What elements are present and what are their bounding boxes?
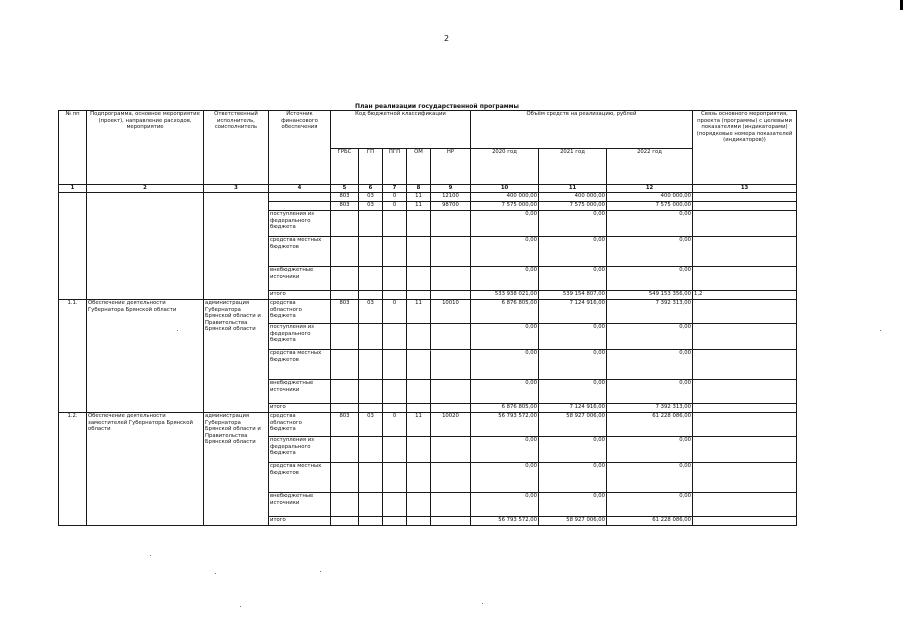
cell-gp (359, 291, 383, 300)
cell-om (407, 291, 431, 300)
continuation-cell-name (87, 193, 204, 300)
cell-pgp (383, 211, 407, 237)
cell-source: итого (269, 517, 331, 526)
column-index: 1 (59, 185, 87, 193)
cell-source (269, 202, 331, 211)
cell-v2020: 56 793 572,00 (471, 517, 539, 526)
cell-v2021: 0,00 (539, 493, 607, 517)
cell-v2022: 7 392 313,00 (607, 404, 693, 413)
cell-nr (431, 267, 471, 291)
cell-source: средства местных бюджетов (269, 237, 331, 267)
cell-v2021: 0,00 (539, 267, 607, 291)
cell-nr: 10020 (431, 413, 471, 437)
cell-nr (431, 463, 471, 493)
cell-link (693, 413, 797, 437)
cell-v2021: 400 000,00 (539, 193, 607, 202)
header-nr: НР (431, 149, 471, 185)
cell-pgp (383, 380, 407, 404)
cell-source: внебюджетные источники (269, 493, 331, 517)
cell-v2022: 0,00 (607, 211, 693, 237)
column-index: 11 (539, 185, 607, 193)
measure-responsible: администрация Губернатора Брянской области и Правительства Брянской области (204, 300, 269, 413)
cell-nr: 98700 (431, 202, 471, 211)
cell-pgp (383, 291, 407, 300)
cell-nr (431, 380, 471, 404)
cell-grbs (331, 517, 359, 526)
cell-v2021: 0,00 (539, 437, 607, 463)
cell-link (693, 267, 797, 291)
cell-v2021: 7 124 916,00 (539, 404, 607, 413)
cell-link (693, 380, 797, 404)
cell-gp (359, 324, 383, 350)
cell-link (693, 350, 797, 380)
cell-om: 11 (407, 413, 431, 437)
cell-pgp: 0 (383, 413, 407, 437)
cell-source: поступления из федерального бюджета (269, 211, 331, 237)
cell-grbs (331, 267, 359, 291)
cell-v2021: 539 154 807,00 (539, 291, 607, 300)
scan-dot (430, 350, 431, 351)
cell-v2021: 0,00 (539, 350, 607, 380)
cell-v2021: 0,00 (539, 324, 607, 350)
cell-v2021: 0,00 (539, 237, 607, 267)
cell-v2022: 0,00 (607, 267, 693, 291)
cell-om: 11 (407, 202, 431, 211)
cell-link: 1,2 (693, 291, 797, 300)
cell-v2020: 0,00 (471, 267, 539, 291)
measure-name: Обеспечение деятельности Губернатора Брянской области (87, 300, 204, 413)
cell-v2020: 56 793 572,00 (471, 413, 539, 437)
cell-pgp (383, 517, 407, 526)
cell-v2022: 0,00 (607, 350, 693, 380)
page-number: 2 (444, 34, 450, 43)
cell-pgp (383, 324, 407, 350)
column-index: 8 (407, 185, 431, 193)
cell-nr (431, 291, 471, 300)
cell-grbs: 803 (331, 202, 359, 211)
cell-v2022: 7 575 000,00 (607, 202, 693, 211)
cell-v2021: 0,00 (539, 380, 607, 404)
scan-dot (880, 330, 881, 331)
cell-link (693, 404, 797, 413)
cell-source: средства местных бюджетов (269, 463, 331, 493)
cell-v2020: 7 575 000,00 (471, 202, 539, 211)
cell-v2022: 0,00 (607, 380, 693, 404)
header-gp: ГП (359, 149, 383, 185)
column-index: 2 (87, 185, 204, 193)
cell-nr: 12100 (431, 193, 471, 202)
cell-pgp (383, 404, 407, 413)
column-index-row (59, 185, 797, 193)
cell-v2021: 0,00 (539, 211, 607, 237)
scan-dot (320, 571, 321, 572)
cell-nr (431, 237, 471, 267)
cell-grbs (331, 380, 359, 404)
cell-gp (359, 267, 383, 291)
cell-link (693, 493, 797, 517)
cell-gp (359, 404, 383, 413)
cell-v2022: 0,00 (607, 237, 693, 267)
scan-dot (215, 573, 216, 574)
cell-om (407, 463, 431, 493)
cell-om: 11 (407, 300, 431, 324)
cell-gp (359, 380, 383, 404)
cell-v2022: 61 228 086,00 (607, 413, 693, 437)
header-year-2021: 2021 год (539, 149, 607, 185)
cell-source: итого (269, 404, 331, 413)
column-index: 10 (471, 185, 539, 193)
scan-dot (240, 606, 241, 607)
cell-source: поступления из федерального бюджета (269, 437, 331, 463)
cell-gp: 03 (359, 202, 383, 211)
cell-v2021: 58 927 006,00 (539, 413, 607, 437)
header-subprogram: Подпрограмма, основное мероприятие (проект), направление расходов, мероприятие (87, 111, 204, 185)
cell-v2020: 6 876 805,00 (471, 300, 539, 324)
cell-v2022: 549 153 356,00 (607, 291, 693, 300)
header-year-2022: 2022 год (607, 149, 693, 185)
cell-nr (431, 437, 471, 463)
cell-v2022: 0,00 (607, 437, 693, 463)
cell-om: 11 (407, 193, 431, 202)
cell-v2020: 0,00 (471, 324, 539, 350)
cell-link (693, 324, 797, 350)
cell-om (407, 437, 431, 463)
cell-nr (431, 350, 471, 380)
measure-number: 1.1. (59, 300, 87, 413)
cell-gp (359, 463, 383, 493)
continuation-cell-resp (204, 193, 269, 300)
cell-v2020: 400 000,00 (471, 193, 539, 202)
cell-v2021: 58 927 006,00 (539, 517, 607, 526)
cell-om (407, 237, 431, 267)
cell-nr (431, 324, 471, 350)
cell-link (693, 211, 797, 237)
cell-v2022: 7 392 313,00 (607, 300, 693, 324)
cell-om (407, 267, 431, 291)
cell-pgp (383, 267, 407, 291)
cell-link (693, 237, 797, 267)
measure-number: 1.2. (59, 413, 87, 526)
cell-v2020: 0,00 (471, 350, 539, 380)
column-index: 4 (269, 185, 331, 193)
cell-grbs (331, 350, 359, 380)
cell-link (693, 300, 797, 324)
cell-source: поступления из федерального бюджета (269, 324, 331, 350)
cell-v2020: 0,00 (471, 437, 539, 463)
cell-nr (431, 211, 471, 237)
table-row (59, 413, 797, 437)
column-index: 7 (383, 185, 407, 193)
cell-gp (359, 437, 383, 463)
scan-dot (482, 603, 483, 604)
cell-v2020: 0,00 (471, 463, 539, 493)
column-index: 5 (331, 185, 359, 193)
cell-v2020: 533 938 021,00 (471, 291, 539, 300)
table-row (59, 300, 797, 324)
cell-v2022: 0,00 (607, 463, 693, 493)
cell-v2022: 400 000,00 (607, 193, 693, 202)
header-source: Источник финансового обеспечения (269, 111, 331, 185)
cell-om (407, 517, 431, 526)
cell-source: средства областного бюджета (269, 413, 331, 437)
cell-v2022: 0,00 (607, 493, 693, 517)
cell-pgp (383, 493, 407, 517)
scan-dot (150, 555, 151, 556)
scan-edge-mark (900, 0, 903, 10)
header-year-2020: 2020 год (471, 149, 539, 185)
column-index: 9 (431, 185, 471, 193)
cell-gp: 03 (359, 413, 383, 437)
header-budget-code: Код бюджетной классификации (331, 111, 471, 149)
cell-source: внебюджетные источники (269, 380, 331, 404)
cell-source: средства местных бюджетов (269, 350, 331, 380)
header-link: Связь основного мероприятия, проекта (программы) с целевыми показателями (индикаторами) (порядковые номера показателей (индикаторов)) (693, 111, 797, 185)
table-row (59, 193, 797, 202)
cell-grbs (331, 211, 359, 237)
cell-v2021: 7 124 916,00 (539, 300, 607, 324)
column-index: 12 (607, 185, 693, 193)
cell-gp: 03 (359, 300, 383, 324)
cell-v2020: 0,00 (471, 380, 539, 404)
cell-om (407, 350, 431, 380)
cell-grbs (331, 237, 359, 267)
cell-pgp: 0 (383, 193, 407, 202)
cell-v2022: 0,00 (607, 324, 693, 350)
cell-grbs: 803 (331, 413, 359, 437)
cell-gp (359, 237, 383, 267)
cell-gp (359, 517, 383, 526)
header-volume: Объём средств на реализацию, рублей (471, 111, 693, 149)
cell-grbs (331, 437, 359, 463)
cell-om (407, 380, 431, 404)
cell-nr: 10010 (431, 300, 471, 324)
header-pgp: ПГП (383, 149, 407, 185)
cell-pgp (383, 350, 407, 380)
cell-source: средства областного бюджета (269, 300, 331, 324)
cell-v2020: 0,00 (471, 211, 539, 237)
header-responsible: Ответственный исполнитель, соисполнитель (204, 111, 269, 185)
column-index: 13 (693, 185, 797, 193)
cell-link (693, 517, 797, 526)
measure-responsible: администрация Губернатора Брянской области и Правительства Брянской области (204, 413, 269, 526)
cell-pgp (383, 463, 407, 493)
cell-grbs: 803 (331, 300, 359, 324)
continuation-cell-num (59, 193, 87, 300)
cell-v2021: 0,00 (539, 463, 607, 493)
measure-name: Обеспечение деятельности заместителей Губернатора Брянской области (87, 413, 204, 526)
cell-v2020: 6 876 805,00 (471, 404, 539, 413)
cell-pgp (383, 437, 407, 463)
column-index: 6 (359, 185, 383, 193)
cell-nr (431, 404, 471, 413)
header-grbs: ГРБС (331, 149, 359, 185)
cell-source (269, 193, 331, 202)
plan-table (58, 110, 797, 526)
cell-om (407, 404, 431, 413)
cell-om (407, 324, 431, 350)
cell-v2020: 0,00 (471, 493, 539, 517)
header-num: № пп (59, 111, 87, 185)
cell-source: итого (269, 291, 331, 300)
cell-grbs (331, 324, 359, 350)
column-index: 3 (204, 185, 269, 193)
cell-om (407, 493, 431, 517)
header-om: ОМ (407, 149, 431, 185)
cell-gp (359, 493, 383, 517)
cell-gp (359, 350, 383, 380)
cell-pgp: 0 (383, 202, 407, 211)
cell-link (693, 437, 797, 463)
cell-gp: 03 (359, 193, 383, 202)
cell-v2021: 7 575 000,00 (539, 202, 607, 211)
table-title: План реализации государственной программы (355, 103, 519, 110)
cell-grbs (331, 291, 359, 300)
cell-link (693, 463, 797, 493)
scan-dot (177, 330, 178, 331)
cell-link (693, 193, 797, 202)
cell-link (693, 202, 797, 211)
cell-grbs (331, 493, 359, 517)
cell-source: внебюджетные источники (269, 267, 331, 291)
cell-v2022: 61 228 086,00 (607, 517, 693, 526)
cell-gp (359, 211, 383, 237)
cell-grbs (331, 463, 359, 493)
cell-grbs: 803 (331, 193, 359, 202)
cell-pgp (383, 237, 407, 267)
cell-om (407, 211, 431, 237)
cell-v2020: 0,00 (471, 237, 539, 267)
cell-grbs (331, 404, 359, 413)
cell-pgp: 0 (383, 300, 407, 324)
cell-nr (431, 517, 471, 526)
cell-nr (431, 493, 471, 517)
